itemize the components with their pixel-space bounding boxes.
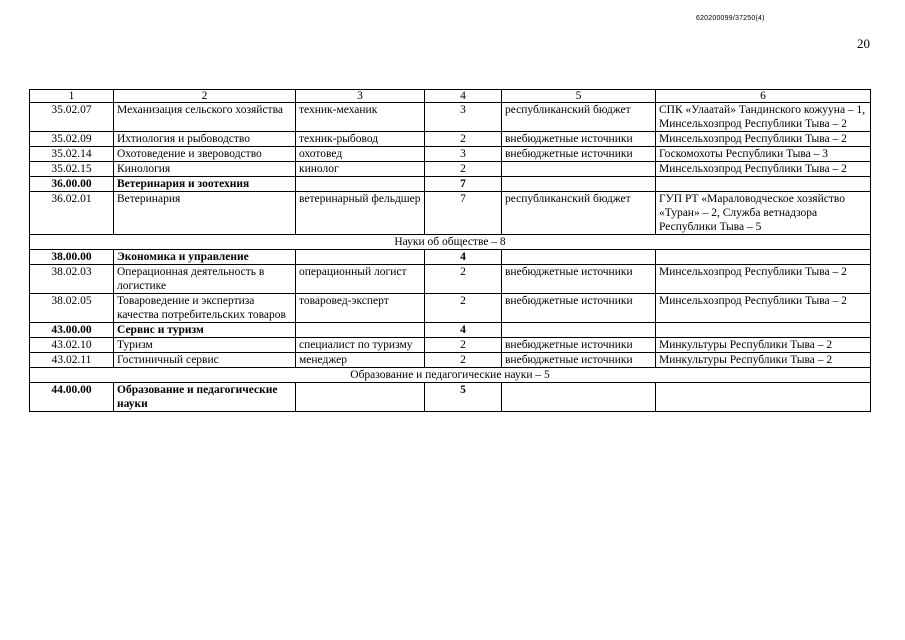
specialty-name-cell: Кинология bbox=[114, 162, 296, 177]
qualification-cell: товаровед-эксперт bbox=[296, 294, 425, 323]
funding-source-cell: республиканский бюджет bbox=[502, 103, 656, 132]
funding-source-cell: внебюджетные источники bbox=[502, 338, 656, 353]
customer-cell: Госкомохоты Республики Тыва – 3 bbox=[656, 147, 871, 162]
specialty-name-cell: Ветеринария и зоотехния bbox=[114, 177, 296, 192]
table-row bbox=[30, 353, 871, 368]
table-row bbox=[30, 338, 871, 353]
specialty-name-cell: Туризм bbox=[114, 338, 296, 353]
group-row bbox=[30, 177, 871, 192]
count-cell: 3 bbox=[425, 147, 502, 162]
specialty-name-cell: Сервис и туризм bbox=[114, 323, 296, 338]
qualification-cell: менеджер bbox=[296, 353, 425, 368]
funding-source-cell bbox=[502, 383, 656, 412]
funding-source-cell bbox=[502, 177, 656, 192]
code-cell: 43.02.10 bbox=[30, 338, 114, 353]
count-cell: 4 bbox=[425, 250, 502, 265]
customer-cell bbox=[656, 323, 871, 338]
qualification-cell bbox=[296, 323, 425, 338]
count-cell: 4 bbox=[425, 323, 502, 338]
code-cell: 38.02.05 bbox=[30, 294, 114, 323]
specialty-name-cell: Охотоведение и звероводство bbox=[114, 147, 296, 162]
header-cell: 5 bbox=[502, 90, 656, 103]
customer-cell: Минсельхозпрод Республики Тыва – 2 bbox=[656, 265, 871, 294]
qualification-cell: техник-рыбовод bbox=[296, 132, 425, 147]
group-row bbox=[30, 323, 871, 338]
table-row bbox=[30, 265, 871, 294]
count-cell: 2 bbox=[425, 338, 502, 353]
header-cell: 6 bbox=[656, 90, 871, 103]
page-number: 20 bbox=[857, 36, 870, 51]
table-row bbox=[30, 294, 871, 323]
header-cell: 2 bbox=[114, 90, 296, 103]
code-cell: 38.00.00 bbox=[30, 250, 114, 265]
funding-source-cell: внебюджетные источники bbox=[502, 132, 656, 147]
specialty-name-cell: Образование и педагогические науки bbox=[114, 383, 296, 412]
specialty-name-cell: Гостиничный сервис bbox=[114, 353, 296, 368]
customer-cell bbox=[656, 177, 871, 192]
qualification-cell bbox=[296, 383, 425, 412]
qualification-cell: техник-механик bbox=[296, 103, 425, 132]
specialty-name-cell: Ихтиология и рыбоводство bbox=[114, 132, 296, 147]
count-cell: 5 bbox=[425, 383, 502, 412]
header-cell: 3 bbox=[296, 90, 425, 103]
funding-source-cell: внебюджетные источники bbox=[502, 294, 656, 323]
count-cell: 7 bbox=[425, 192, 502, 235]
section-title: Образование и педагогические науки – 5 bbox=[30, 368, 871, 383]
code-cell: 35.02.09 bbox=[30, 132, 114, 147]
qualification-cell: охотовед bbox=[296, 147, 425, 162]
code-cell: 35.02.07 bbox=[30, 103, 114, 132]
section-row bbox=[30, 235, 871, 250]
specialty-name-cell: Ветеринария bbox=[114, 192, 296, 235]
specialty-name-cell: Экономика и управление bbox=[114, 250, 296, 265]
qualification-cell: ветеринарный фельдшер bbox=[296, 192, 425, 235]
qualification-cell: кинолог bbox=[296, 162, 425, 177]
customer-cell: ГУП РТ «Мараловодческое хозяйство «Туран» – 2, Служба ветнадзора Республики Тыва – 5 bbox=[656, 192, 871, 235]
table-body bbox=[30, 90, 871, 412]
count-cell: 3 bbox=[425, 103, 502, 132]
funding-source-cell bbox=[502, 162, 656, 177]
customer-cell: Минсельхозпрод Республики Тыва – 2 bbox=[656, 162, 871, 177]
group-row bbox=[30, 383, 871, 412]
count-cell: 2 bbox=[425, 265, 502, 294]
group-row bbox=[30, 250, 871, 265]
table-row bbox=[30, 103, 871, 132]
section-title: Науки об обществе – 8 bbox=[30, 235, 871, 250]
specialty-name-cell: Механизация сельского хозяйства bbox=[114, 103, 296, 132]
specialties-table bbox=[29, 89, 871, 412]
funding-source-cell: республиканский бюджет bbox=[502, 192, 656, 235]
section-row bbox=[30, 368, 871, 383]
table-row bbox=[30, 192, 871, 235]
funding-source-cell: внебюджетные источники bbox=[502, 265, 656, 294]
customer-cell bbox=[656, 250, 871, 265]
code-cell: 38.02.03 bbox=[30, 265, 114, 294]
qualification-cell: операционный логист bbox=[296, 265, 425, 294]
specialty-name-cell: Товароведение и экспертиза качества потребительских товаров bbox=[114, 294, 296, 323]
code-cell: 35.02.15 bbox=[30, 162, 114, 177]
qualification-cell bbox=[296, 177, 425, 192]
customer-cell: СПК «Улаатай» Тандинского кожууна – 1, Минсельхозпрод Республики Тыва – 2 bbox=[656, 103, 871, 132]
count-cell: 2 bbox=[425, 294, 502, 323]
code-cell: 36.00.00 bbox=[30, 177, 114, 192]
funding-source-cell bbox=[502, 323, 656, 338]
customer-cell: Минкультуры Республики Тыва – 2 bbox=[656, 338, 871, 353]
header-row bbox=[30, 90, 871, 103]
funding-source-cell bbox=[502, 250, 656, 265]
table-row bbox=[30, 132, 871, 147]
count-cell: 2 bbox=[425, 353, 502, 368]
qualification-cell bbox=[296, 250, 425, 265]
code-cell: 43.02.11 bbox=[30, 353, 114, 368]
customer-cell: Минсельхозпрод Республики Тыва – 2 bbox=[656, 294, 871, 323]
code-cell: 44.00.00 bbox=[30, 383, 114, 412]
header-cell: 4 bbox=[425, 90, 502, 103]
funding-source-cell: внебюджетные источники bbox=[502, 147, 656, 162]
count-cell: 2 bbox=[425, 132, 502, 147]
code-cell: 43.00.00 bbox=[30, 323, 114, 338]
code-cell: 36.02.01 bbox=[30, 192, 114, 235]
table-row bbox=[30, 147, 871, 162]
code-cell: 35.02.14 bbox=[30, 147, 114, 162]
table-row bbox=[30, 162, 871, 177]
funding-source-cell: внебюджетные источники bbox=[502, 353, 656, 368]
qualification-cell: специалист по туризму bbox=[296, 338, 425, 353]
customer-cell bbox=[656, 383, 871, 412]
document-id: 620200099/37250(4) bbox=[696, 15, 765, 22]
count-cell: 2 bbox=[425, 162, 502, 177]
header-cell: 1 bbox=[30, 90, 114, 103]
count-cell: 7 bbox=[425, 177, 502, 192]
specialty-name-cell: Операционная деятельность в логистике bbox=[114, 265, 296, 294]
customer-cell: Минкультуры Республики Тыва – 2 bbox=[656, 353, 871, 368]
customer-cell: Минсельхозпрод Республики Тыва – 2 bbox=[656, 132, 871, 147]
